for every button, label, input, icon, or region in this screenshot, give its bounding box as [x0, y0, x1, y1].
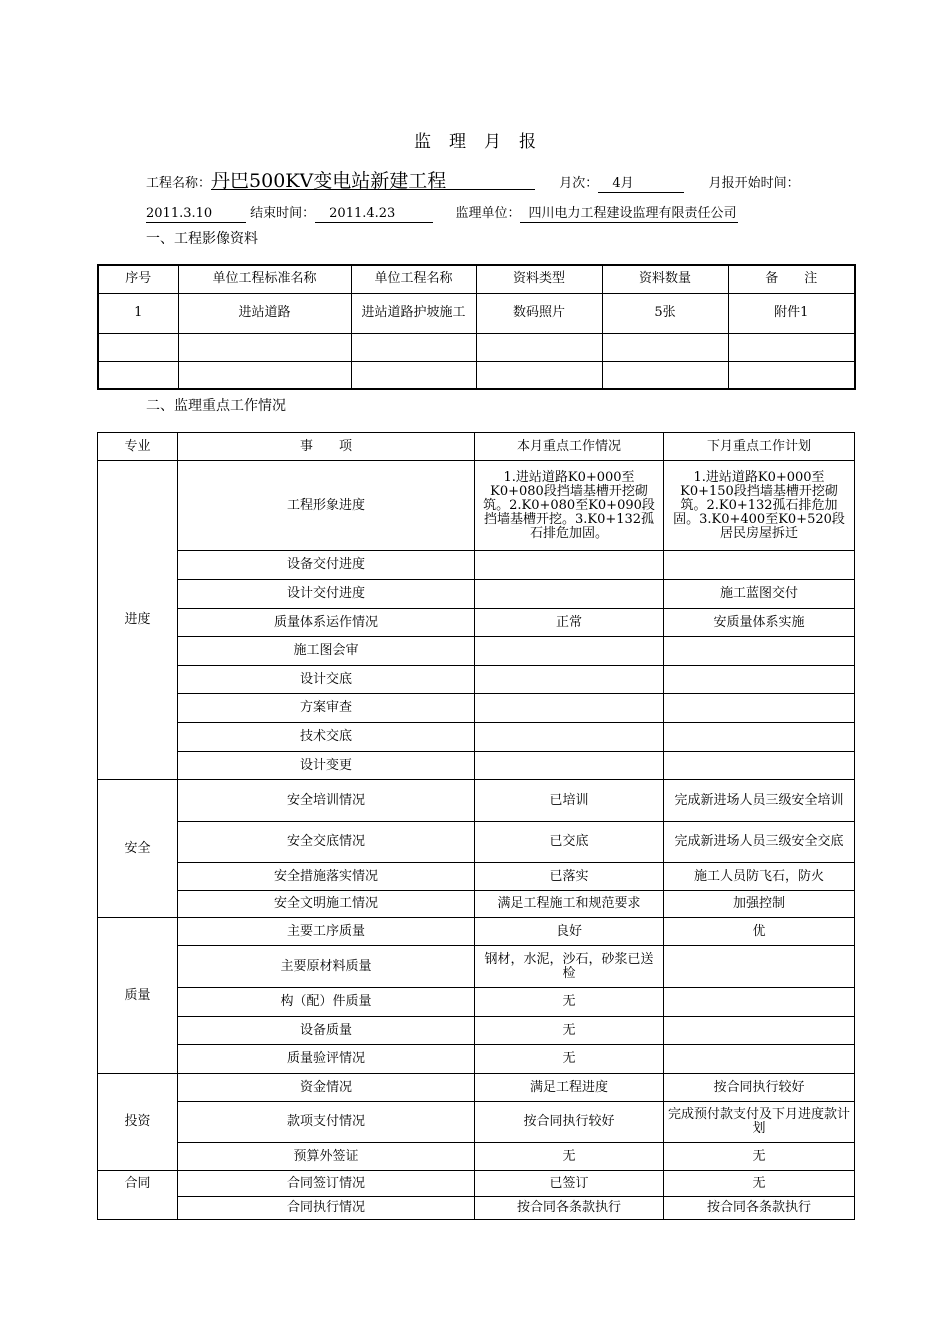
start-label: 月报开始时间： — [708, 176, 800, 191]
column-header: 单位工程名称 — [351, 265, 476, 293]
next-month-cell — [664, 946, 855, 988]
this-month-cell: 无 — [475, 1143, 664, 1171]
section-2-heading: 二、监理重点工作情况 — [146, 398, 286, 414]
item-cell: 安全培训情况 — [178, 780, 475, 822]
item-cell: 方案审查 — [178, 694, 475, 723]
this-month-cell: 按合同执行较好 — [475, 1102, 664, 1143]
column-header: 下月重点工作计划 — [664, 433, 855, 461]
table-row — [98, 891, 855, 918]
next-month-cell — [664, 637, 855, 666]
table-header-row — [98, 433, 855, 461]
table-cell — [98, 333, 178, 361]
table-cell — [98, 361, 178, 389]
column-header: 序号 — [98, 265, 178, 293]
this-month-cell: 无 — [475, 988, 664, 1017]
table-cell — [728, 333, 855, 361]
table-row — [98, 551, 855, 580]
table-cell — [476, 361, 602, 389]
next-month-cell: 加强控制 — [664, 891, 855, 918]
table-row — [98, 637, 855, 666]
table-row — [98, 723, 855, 752]
table-row — [98, 1197, 855, 1220]
month-label: 月次： — [559, 176, 599, 191]
header-line-1 — [146, 172, 800, 193]
item-cell: 设备交付进度 — [178, 551, 475, 580]
item-cell: 款项支付情况 — [178, 1102, 475, 1143]
item-cell: 安全文明施工情况 — [178, 891, 475, 918]
table-row — [98, 580, 855, 609]
this-month-cell: 无 — [475, 1017, 664, 1045]
title-char: 理 — [449, 132, 466, 152]
next-month-cell: 完成新进场人员三级安全培训 — [664, 780, 855, 822]
image-materials-table — [97, 264, 856, 390]
table-row-empty — [98, 361, 855, 389]
next-month-cell: 优 — [664, 918, 855, 946]
project-name: 丹巴500KV变电站新建工程 — [211, 173, 535, 190]
item-cell: 资金情况 — [178, 1074, 475, 1102]
table-row — [98, 293, 855, 333]
end-value: 2011.4.23 — [315, 206, 433, 223]
next-month-cell: 完成新进场人员三级安全交底 — [664, 822, 855, 863]
this-month-cell: 已落实 — [475, 863, 664, 891]
this-month-cell: 无 — [475, 1045, 664, 1074]
item-cell: 主要工序质量 — [178, 918, 475, 946]
table-row-empty — [98, 333, 855, 361]
table-row — [98, 918, 855, 946]
next-month-cell: 施工人员防飞石，防火 — [664, 863, 855, 891]
table-row — [98, 1102, 855, 1143]
item-cell: 设计交底 — [178, 666, 475, 694]
next-month-cell — [664, 551, 855, 580]
item-cell: 质量体系运作情况 — [178, 609, 475, 637]
next-month-cell: 安质量体系实施 — [664, 609, 855, 637]
next-month-cell: 施工蓝图交付 — [664, 580, 855, 609]
table-row — [98, 1171, 855, 1197]
table-row — [98, 609, 855, 637]
this-month-cell: 已交底 — [475, 822, 664, 863]
table-row — [98, 1074, 855, 1102]
next-month-cell: 按合同执行较好 — [664, 1074, 855, 1102]
table-row — [98, 1045, 855, 1074]
project-label: 工程名称： — [146, 176, 212, 191]
next-month-cell: 完成预付款支付及下月进度款计划 — [664, 1102, 855, 1143]
item-cell: 设备质量 — [178, 1017, 475, 1045]
this-month-cell — [475, 637, 664, 666]
title-char: 报 — [519, 132, 536, 152]
item-cell: 构（配）件质量 — [178, 988, 475, 1017]
table-cell — [351, 361, 476, 389]
this-month-cell: 1.进站道路K0+000至K0+080段挡墙基槽开挖砌筑。2.K0+080至K0+090段挡墙基槽开挖。3.K0+132孤石排危加固。 — [475, 461, 664, 551]
table-row — [98, 1143, 855, 1171]
this-month-cell: 按合同各条款执行 — [475, 1197, 664, 1220]
column-header: 事 项 — [178, 433, 475, 461]
category-cell: 进度 — [98, 461, 178, 780]
category-cell: 安全 — [98, 780, 178, 918]
this-month-cell: 正常 — [475, 609, 664, 637]
next-month-cell — [664, 1045, 855, 1074]
column-header: 备 注 — [728, 265, 855, 293]
next-month-cell: 按合同各条款执行 — [664, 1197, 855, 1220]
unit-label: 监理单位： — [455, 206, 521, 221]
table-header-row — [98, 265, 855, 293]
table-cell: 1 — [98, 293, 178, 333]
item-cell: 安全交底情况 — [178, 822, 475, 863]
this-month-cell — [475, 752, 664, 780]
table-cell — [351, 333, 476, 361]
item-cell: 设计变更 — [178, 752, 475, 780]
month-value: 4月 — [598, 176, 684, 193]
table-cell — [476, 333, 602, 361]
table-row — [98, 780, 855, 822]
next-month-cell: 1.进站道路K0+000至K0+150段挡墙基槽开挖砌筑。2.K0+132孤石排危加固。3.K0+400至K0+520段居民房屋拆迁 — [664, 461, 855, 551]
header-line-2 — [146, 202, 738, 223]
this-month-cell: 已培训 — [475, 780, 664, 822]
end-label: 结束时间： — [250, 206, 316, 221]
item-cell: 施工图会审 — [178, 637, 475, 666]
table-row — [98, 863, 855, 891]
table-row — [98, 822, 855, 863]
start-value: 2011.3.10 — [146, 206, 246, 223]
next-month-cell — [664, 752, 855, 780]
column-header: 专业 — [98, 433, 178, 461]
this-month-cell — [475, 694, 664, 723]
category-cell: 投资 — [98, 1074, 178, 1171]
table-cell — [178, 361, 351, 389]
item-cell: 设计交付进度 — [178, 580, 475, 609]
table-cell — [602, 333, 728, 361]
next-month-cell — [664, 723, 855, 752]
table-row — [98, 694, 855, 723]
item-cell: 安全措施落实情况 — [178, 863, 475, 891]
column-header: 单位工程标准名称 — [178, 265, 351, 293]
table-cell — [178, 333, 351, 361]
column-header: 资料类型 — [476, 265, 602, 293]
section-1-heading: 一、工程影像资料 — [146, 231, 258, 247]
item-cell: 质量验评情况 — [178, 1045, 475, 1074]
page-title — [0, 127, 950, 152]
key-work-table — [97, 432, 855, 1220]
next-month-cell: 无 — [664, 1171, 855, 1197]
table-row — [98, 752, 855, 780]
title-char: 月 — [484, 132, 501, 152]
item-cell: 合同执行情况 — [178, 1197, 475, 1220]
item-cell: 技术交底 — [178, 723, 475, 752]
category-cell: 质量 — [98, 918, 178, 1074]
table-cell: 进站道路护坡施工 — [351, 293, 476, 333]
next-month-cell — [664, 1017, 855, 1045]
column-header: 本月重点工作情况 — [475, 433, 664, 461]
this-month-cell — [475, 666, 664, 694]
table-cell: 5张 — [602, 293, 728, 333]
item-cell: 合同签订情况 — [178, 1171, 475, 1197]
table-row — [98, 988, 855, 1017]
table-cell: 附件1 — [728, 293, 855, 333]
table-cell — [602, 361, 728, 389]
table-cell — [728, 361, 855, 389]
next-month-cell — [664, 694, 855, 723]
category-cell: 合同 — [98, 1171, 178, 1220]
this-month-cell: 满足工程施工和规范要求 — [475, 891, 664, 918]
table-cell: 数码照片 — [476, 293, 602, 333]
item-cell: 工程形象进度 — [178, 461, 475, 551]
next-month-cell: 无 — [664, 1143, 855, 1171]
next-month-cell — [664, 988, 855, 1017]
next-month-cell — [664, 666, 855, 694]
column-header: 资料数量 — [602, 265, 728, 293]
table-row — [98, 461, 855, 551]
this-month-cell: 良好 — [475, 918, 664, 946]
unit-value: 四川电力工程建设监理有限责任公司 — [520, 206, 738, 223]
item-cell: 主要原材料质量 — [178, 946, 475, 988]
table-row — [98, 1017, 855, 1045]
table-row — [98, 666, 855, 694]
this-month-cell — [475, 551, 664, 580]
table-cell: 进站道路 — [178, 293, 351, 333]
item-cell: 预算外签证 — [178, 1143, 475, 1171]
title-char: 监 — [414, 132, 431, 152]
this-month-cell: 已签订 — [475, 1171, 664, 1197]
this-month-cell — [475, 723, 664, 752]
this-month-cell — [475, 580, 664, 609]
this-month-cell: 钢材，水泥，沙石，砂浆已送检 — [475, 946, 664, 988]
this-month-cell: 满足工程进度 — [475, 1074, 664, 1102]
table-row — [98, 946, 855, 988]
